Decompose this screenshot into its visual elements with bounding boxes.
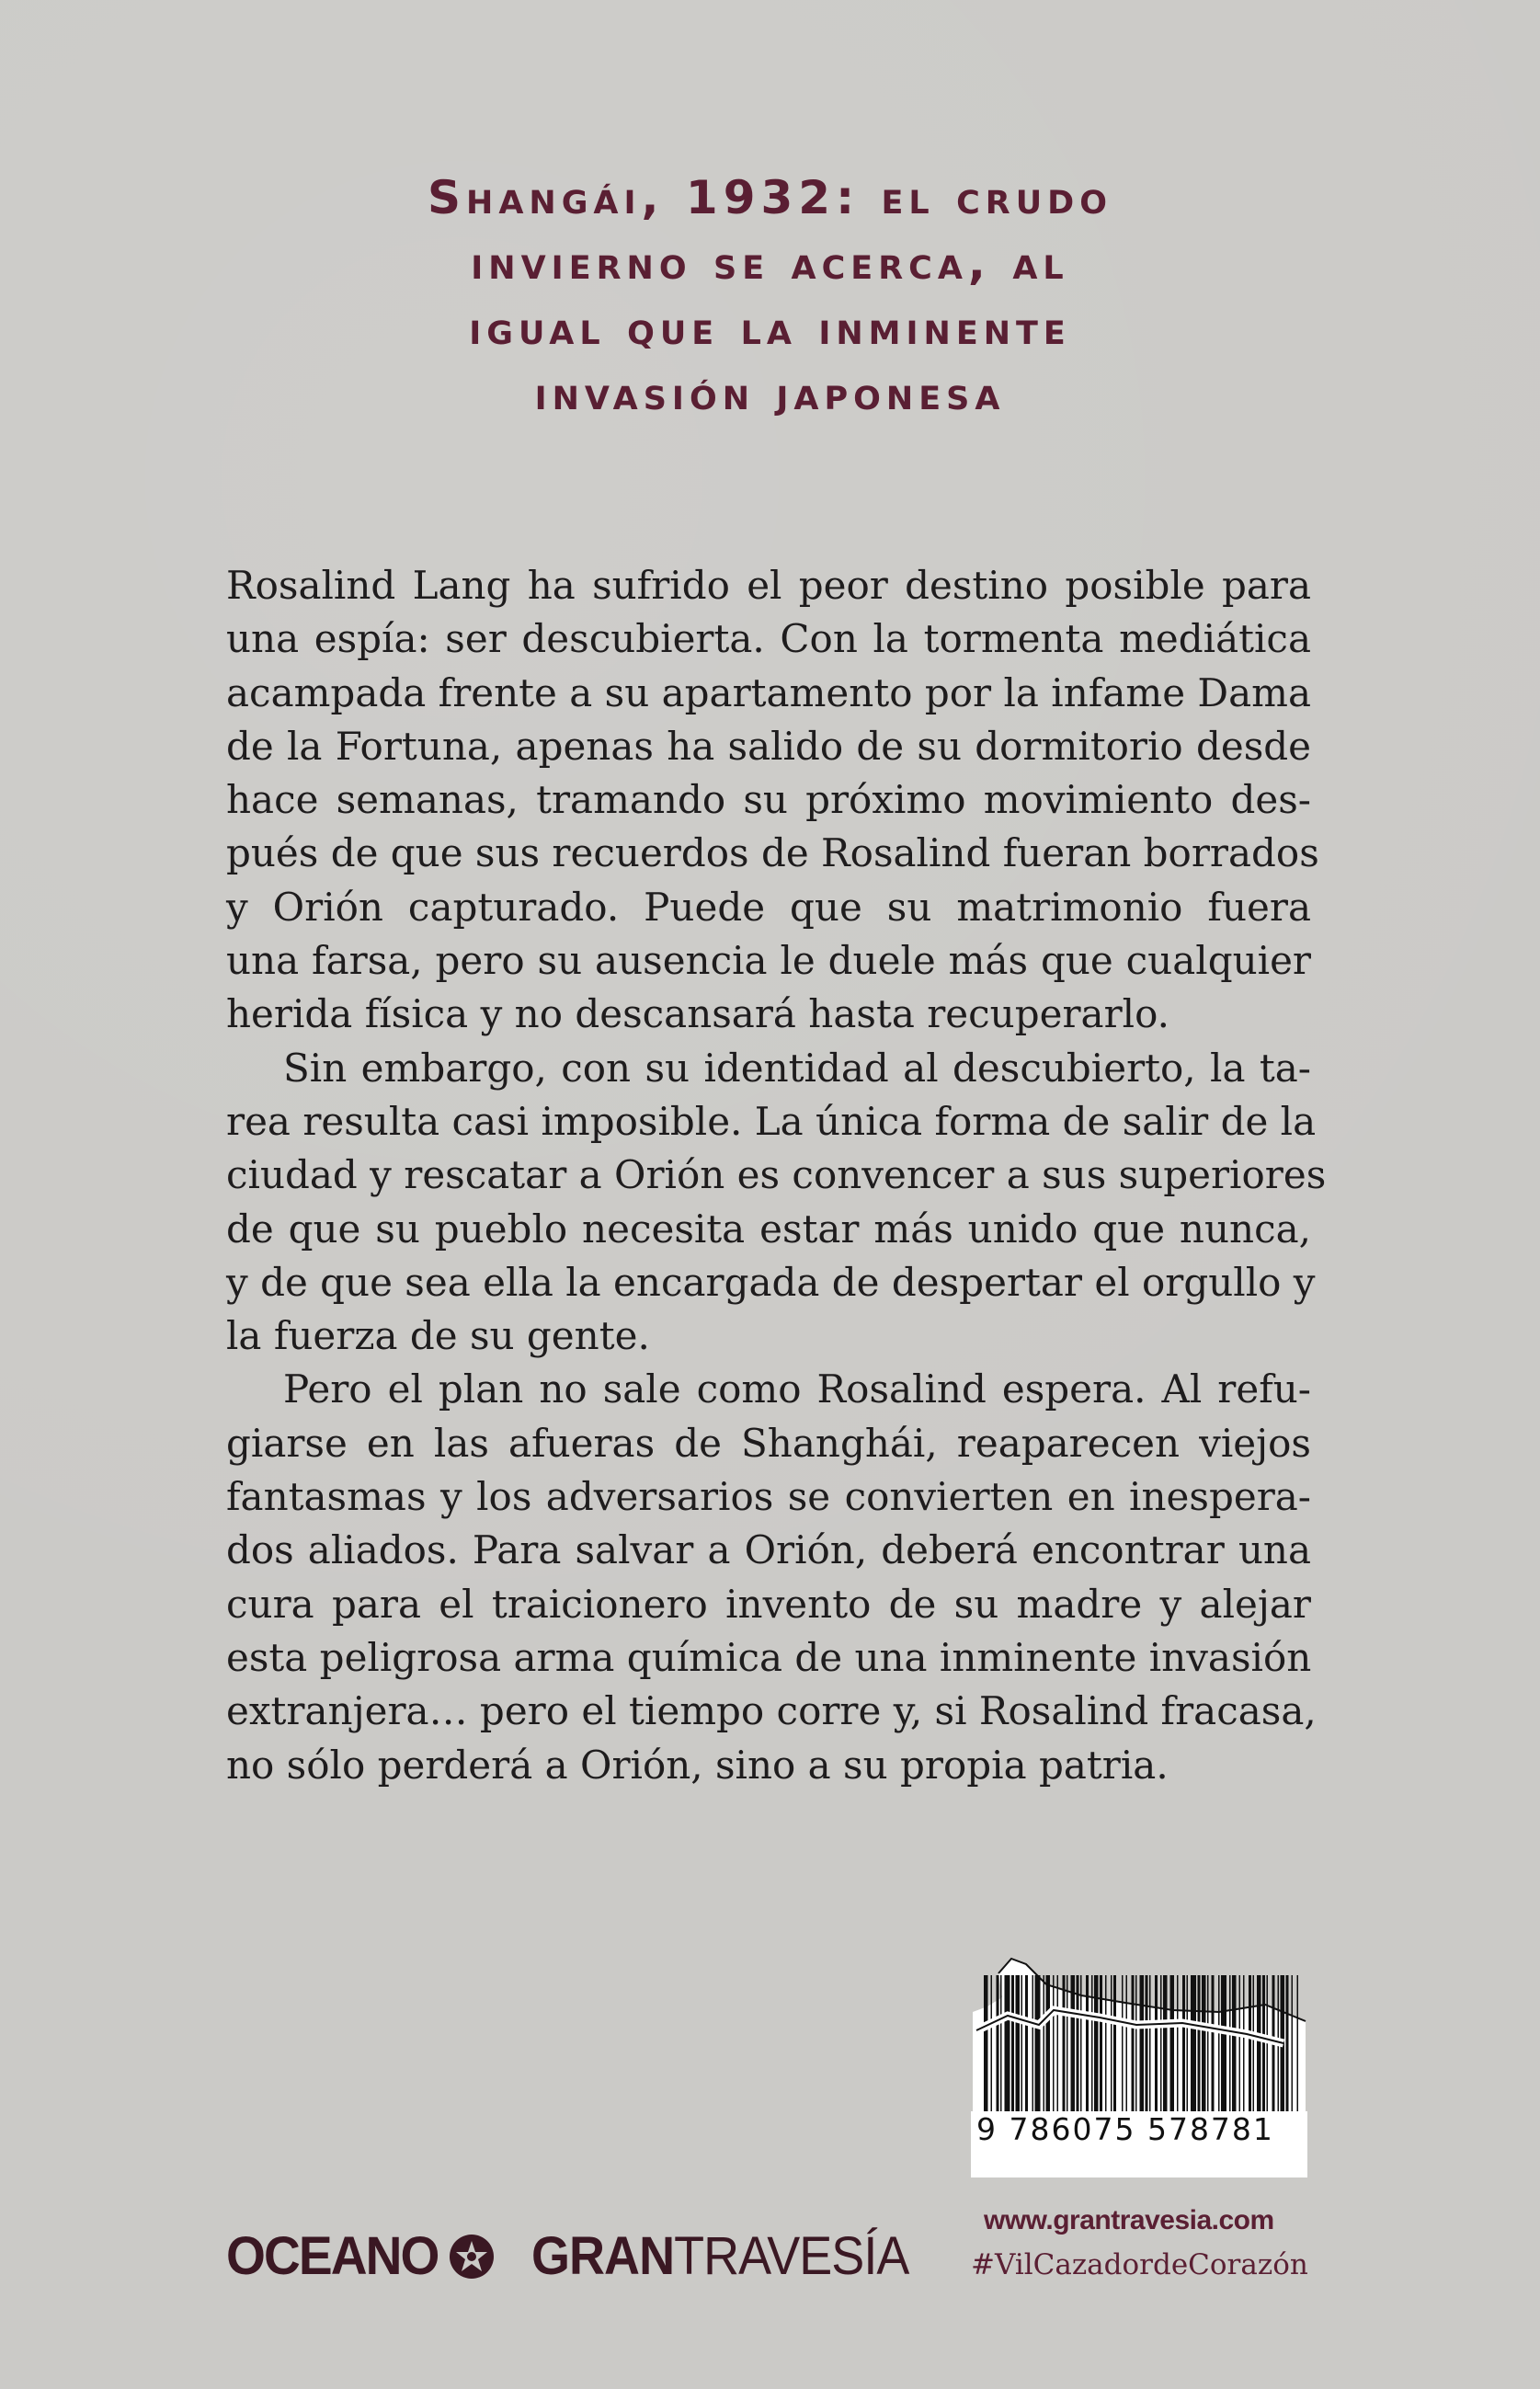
- synopsis-line: no sólo perderá a Orión, sino a su propia patria.: [226, 1742, 1169, 1788]
- barcode-bar: [1191, 1975, 1196, 2111]
- barcode-bar: [1182, 1975, 1185, 2111]
- barcode-bar: [1232, 1975, 1237, 2111]
- synopsis-line: acampada frente a su apartamento por la infame Dama: [226, 669, 1311, 715]
- barcode-bar: [1005, 1975, 1010, 2111]
- website-link[interactable]: www.grantravesia.com: [984, 2205, 1274, 2235]
- synopsis-line: esta peligrosa arma química de una inminente invasión: [226, 1634, 1312, 1680]
- barcode-bar: [1122, 1975, 1124, 2111]
- barcode-bar: [1111, 1975, 1112, 2111]
- barcode-bar: [1071, 1975, 1076, 2111]
- synopsis-line: y de que sea ella la encargada de despertar el orgullo y: [226, 1259, 1316, 1305]
- barcode-bar: [1262, 1975, 1265, 2111]
- barcode-bar: [1000, 1975, 1002, 2111]
- synopsis-line: y Orión capturado. Puede que su matrimonio fuera: [226, 884, 1311, 930]
- headline-line: invasión japonesa: [534, 367, 1006, 420]
- barcode-bar: [1011, 1975, 1014, 2111]
- barcode-bar: [1057, 1975, 1059, 2111]
- barcode-bar: [1025, 1975, 1028, 2111]
- synopsis-line: extranjera… pero el tiempo corre y, si Rosalind fracasa,: [226, 1688, 1317, 1734]
- barcode-bar: [1221, 1975, 1226, 2111]
- barcode-bar: [984, 1975, 988, 2111]
- barcode-bar: [991, 1975, 993, 2111]
- barcode-bar: [1021, 1975, 1023, 2111]
- synopsis-line: de que su pueblo necesita estar más unido que nunca,: [226, 1206, 1311, 1252]
- synopsis-line: la fuerza de su gente.: [226, 1313, 650, 1359]
- barcode-bar: [1094, 1975, 1099, 2111]
- barcode-bar: [1053, 1975, 1055, 2111]
- barcode-image: [971, 1957, 1307, 2205]
- barcode-bar: [1046, 1975, 1051, 2111]
- synopsis-line: dos aliados. Para salvar a Orión, deberá encontrar una: [226, 1527, 1311, 1573]
- synopsis-line: pués de que sus recuerdos de Rosalind fueran borrados: [226, 830, 1319, 876]
- logo-gran: GRAN: [531, 2226, 675, 2286]
- barcode-bar: [1105, 1975, 1107, 2111]
- barcode-bar: [1170, 1975, 1175, 2111]
- barcode-bar: [1146, 1975, 1148, 2111]
- logo-travesia: TRAVESÍA: [674, 2226, 909, 2286]
- barcode-bar: [1132, 1975, 1135, 2111]
- synopsis-line: cura para el traicionero invento de su madre y alejar: [226, 1581, 1311, 1627]
- barcode-bar: [1077, 1975, 1079, 2111]
- barcode-bar: [1286, 1975, 1289, 2111]
- headline-line: igual que la inminente: [469, 302, 1071, 355]
- star-circle-icon: [448, 2233, 496, 2280]
- barcode-bar: [1160, 1975, 1162, 2111]
- publisher-grantravesia-logo: [531, 2225, 908, 2287]
- barcode-bar: [1155, 1975, 1158, 2111]
- barcode-bar: [1292, 1975, 1294, 2111]
- barcode-bar: [1126, 1975, 1128, 2111]
- headline: [276, 166, 1264, 427]
- barcode-bar: [1212, 1975, 1215, 2111]
- barcode-bar: [1198, 1975, 1201, 2111]
- barcode-bar: [1032, 1975, 1034, 2111]
- synopsis-line: Sin embargo, con su identidad al descubierto, la ta-: [283, 1045, 1311, 1091]
- synopsis-line: Pero el plan no sale como Rosalind espera. Al refu-: [283, 1366, 1311, 1412]
- publisher-oceano-logo: OCEANO: [226, 2226, 439, 2286]
- synopsis-line: herida física y no descansará hasta recuperarlo.: [226, 991, 1169, 1037]
- barcode-bar: [1035, 1975, 1041, 2111]
- barcode-bar: [1297, 1975, 1299, 2111]
- barcode-bar: [1249, 1975, 1251, 2111]
- hashtag: #VilCazadordeCorazón: [971, 2248, 1308, 2281]
- barcode-bar: [1243, 1975, 1245, 2111]
- headline-line: invierno se acerca, al: [471, 236, 1069, 290]
- barcode-bar: [1187, 1975, 1189, 2111]
- barcode-bar: [1202, 1975, 1206, 2111]
- barcode-bar: [1135, 1975, 1137, 2111]
- synopsis: [226, 559, 1327, 1792]
- barcode-bar: [1163, 1975, 1168, 2111]
- barcode-bar: [1239, 1975, 1241, 2111]
- barcode-bar: [1091, 1975, 1093, 2111]
- synopsis-line: fantasmas y los adversarios se convierten en inespera-: [226, 1474, 1311, 1520]
- headline-line: Shangái, 1932: el crudo: [428, 171, 1112, 224]
- barcode-bar: [1253, 1975, 1255, 2111]
- barcode-bar: [1177, 1975, 1179, 2111]
- synopsis-line: de la Fortuna, apenas ha salido de su dormitorio desde: [226, 723, 1311, 769]
- barcode-bar: [1140, 1975, 1145, 2111]
- barcode-bar: [1229, 1975, 1231, 2111]
- isbn-number: 9 786075 578781: [976, 2111, 1274, 2147]
- synopsis-line: una espía: ser descubierta. Con la tormenta mediática: [226, 616, 1311, 662]
- barcode-bar: [997, 1975, 999, 2111]
- barcode-bar: [1067, 1975, 1068, 2111]
- barcode: [971, 1957, 1307, 2205]
- barcode-bar: [1257, 1975, 1261, 2111]
- barcode-bar: [1100, 1975, 1102, 2111]
- synopsis-line: giarse en las afueras de Shanghái, reaparecen viejos: [226, 1420, 1311, 1466]
- barcode-bar: [1113, 1975, 1116, 2111]
- barcode-bar: [1149, 1975, 1151, 2111]
- barcode-bar: [1218, 1975, 1220, 2111]
- barcode-bar: [1044, 1975, 1045, 2111]
- synopsis-line: una farsa, pero su ausencia le duele más que cualquier: [226, 938, 1311, 984]
- barcode-bar: [1016, 1975, 1021, 2111]
- barcode-bar: [1063, 1975, 1066, 2111]
- synopsis-line: Rosalind Lang ha sufrido el peor destino posible para: [226, 563, 1311, 608]
- barcode-bar: [1207, 1975, 1209, 2111]
- synopsis-line: hace semanas, tramando su próximo movimiento des-: [226, 777, 1311, 823]
- synopsis-line: rea resulta casi imposible. La única forma de salir de la: [226, 1098, 1317, 1144]
- synopsis-line: ciudad y rescatar a Orión es convencer a sus superiores: [226, 1152, 1327, 1198]
